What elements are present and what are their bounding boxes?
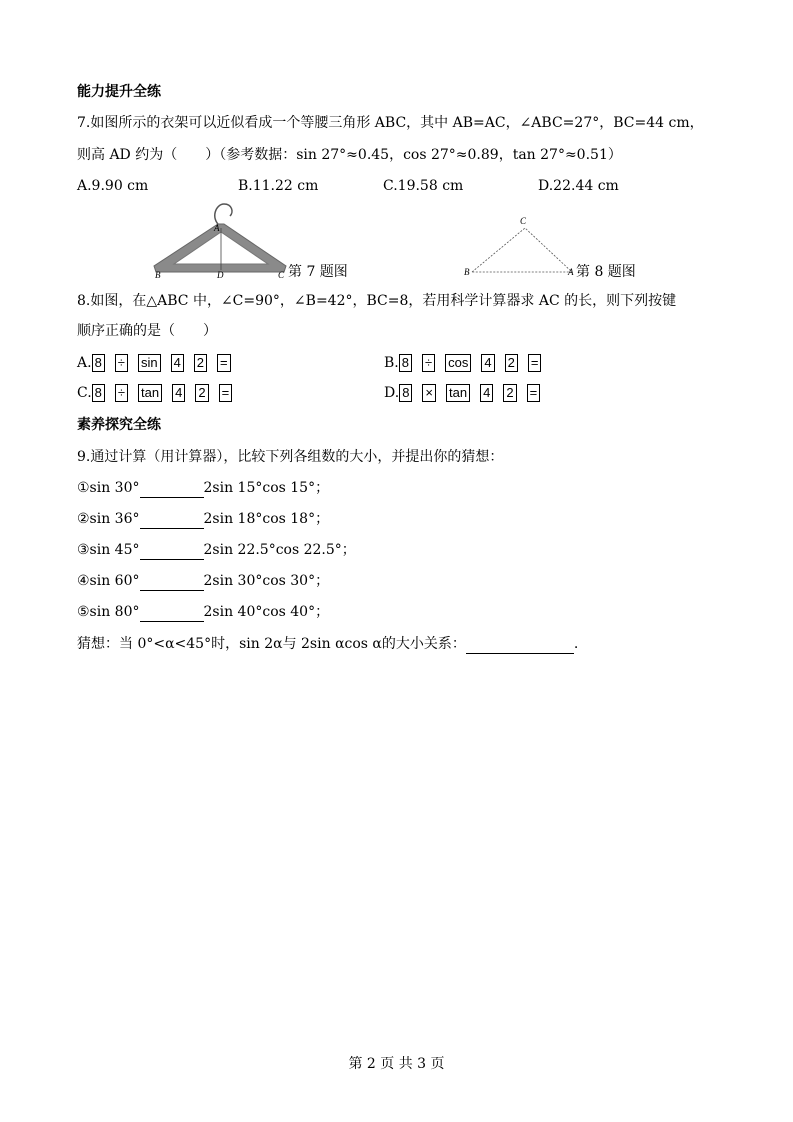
- q8-option-d: [384, 384, 550, 402]
- q9-item-5: [77, 603, 329, 622]
- q9-item-left: ⑤sin 80°: [77, 604, 140, 620]
- q8-option-b: [384, 354, 551, 372]
- hanger-figure: [150, 198, 290, 280]
- section-heading-explore: 素养探究全练: [77, 417, 161, 433]
- q9-item-2: [77, 510, 329, 529]
- answer-blank[interactable]: [140, 541, 204, 560]
- q8-option-a: [77, 354, 241, 372]
- key: 2: [505, 354, 518, 372]
- q7-option-b: B.11.22 cm: [238, 178, 319, 194]
- guess-answer-blank[interactable]: [466, 635, 574, 654]
- key: cos: [445, 354, 471, 372]
- q9-intro: 9.通过计算（用计算器），比较下列各组数的大小，并提出你的猜想：: [77, 449, 504, 465]
- q9-item-right: 2sin 40°cos 40°；: [203, 604, 330, 620]
- q9-item-right: 2sin 15°cos 15°；: [203, 480, 330, 496]
- hanger-label-a: A: [214, 223, 220, 233]
- q7-line2: 则高 AD 约为（ ）（参考数据：sin 27°≈0.45，cos 27°≈0.89，tan 27°≈0.51）: [77, 147, 622, 163]
- key: sin: [138, 354, 161, 372]
- q9-guess-end: .: [573, 636, 579, 652]
- q9-item-left: ①sin 30°: [77, 480, 140, 496]
- option-letter: A.: [77, 355, 92, 371]
- q8-line2: 顺序正确的是（ ）: [77, 323, 217, 339]
- triangle-label-a: A: [568, 267, 574, 277]
- key: 8: [92, 384, 105, 402]
- q9-item-1: [77, 479, 329, 498]
- hanger-label-d: D: [217, 270, 224, 280]
- q8-option-c: [77, 384, 242, 402]
- q7-option-c: C.19.58 cm: [383, 178, 464, 194]
- q9-item-left: ②sin 36°: [77, 511, 140, 527]
- q9-guess: [77, 635, 578, 654]
- answer-blank[interactable]: [140, 603, 204, 622]
- answer-blank[interactable]: [140, 572, 204, 591]
- fig8-caption: 第 8 题图: [576, 264, 636, 280]
- key: 8: [399, 384, 412, 402]
- q8-line1: 8.如图，在△ABC 中，∠C=90°，∠B=42°，BC=8，若用科学计算器求 AC 的长，则下列按键: [77, 293, 677, 309]
- hanger-label-c: C: [278, 270, 285, 280]
- key: 4: [480, 384, 493, 402]
- option-letter: B.: [384, 355, 399, 371]
- triangle-label-b: B: [464, 267, 470, 277]
- key: 2: [194, 354, 207, 372]
- key: ÷: [115, 354, 128, 372]
- page-footer: 第 2 页 共 3 页: [348, 1056, 445, 1072]
- answer-blank[interactable]: [140, 479, 204, 498]
- q9-item-right: 2sin 30°cos 30°；: [203, 573, 330, 589]
- key: 8: [92, 354, 105, 372]
- q9-item-right: 2sin 22.5°cos 22.5°；: [203, 542, 356, 558]
- triangle-figure: [462, 212, 577, 278]
- key: ÷: [115, 384, 128, 402]
- key: tan: [138, 384, 162, 402]
- q9-item-left: ③sin 45°: [77, 542, 140, 558]
- key: ×: [422, 384, 436, 402]
- q7-option-d: D.22.44 cm: [538, 178, 619, 194]
- key: =: [527, 384, 541, 402]
- key: =: [217, 354, 231, 372]
- triangle-label-c: C: [520, 216, 527, 226]
- key: 2: [195, 384, 208, 402]
- q9-item-left: ④sin 60°: [77, 573, 140, 589]
- option-letter: D.: [384, 385, 400, 401]
- q7-line1: 7.如图所示的衣架可以近似看成一个等腰三角形 ABC，其中 AB=AC，∠ABC=27°，BC=44 cm，: [77, 115, 704, 131]
- q9-item-4: [77, 572, 329, 591]
- section-heading-ability: 能力提升全练: [77, 84, 161, 100]
- q9-guess-text: 猜想：当 0°<α<45°时，sin 2α与 2sin αcos α的大小关系：: [77, 636, 466, 652]
- key: ÷: [422, 354, 435, 372]
- key: tan: [446, 384, 470, 402]
- hanger-label-b: B: [155, 270, 161, 280]
- key: 4: [172, 384, 185, 402]
- fig7-caption: 第 7 题图: [288, 264, 348, 280]
- q9-item-right: 2sin 18°cos 18°；: [203, 511, 330, 527]
- key: 8: [399, 354, 412, 372]
- key: =: [219, 384, 233, 402]
- q9-item-3: [77, 541, 356, 560]
- key: 4: [171, 354, 184, 372]
- option-letter: C.: [77, 385, 92, 401]
- key: 2: [503, 384, 516, 402]
- q7-option-a: A.9.90 cm: [77, 178, 149, 194]
- key: =: [528, 354, 542, 372]
- key: 4: [481, 354, 494, 372]
- answer-blank[interactable]: [140, 510, 204, 529]
